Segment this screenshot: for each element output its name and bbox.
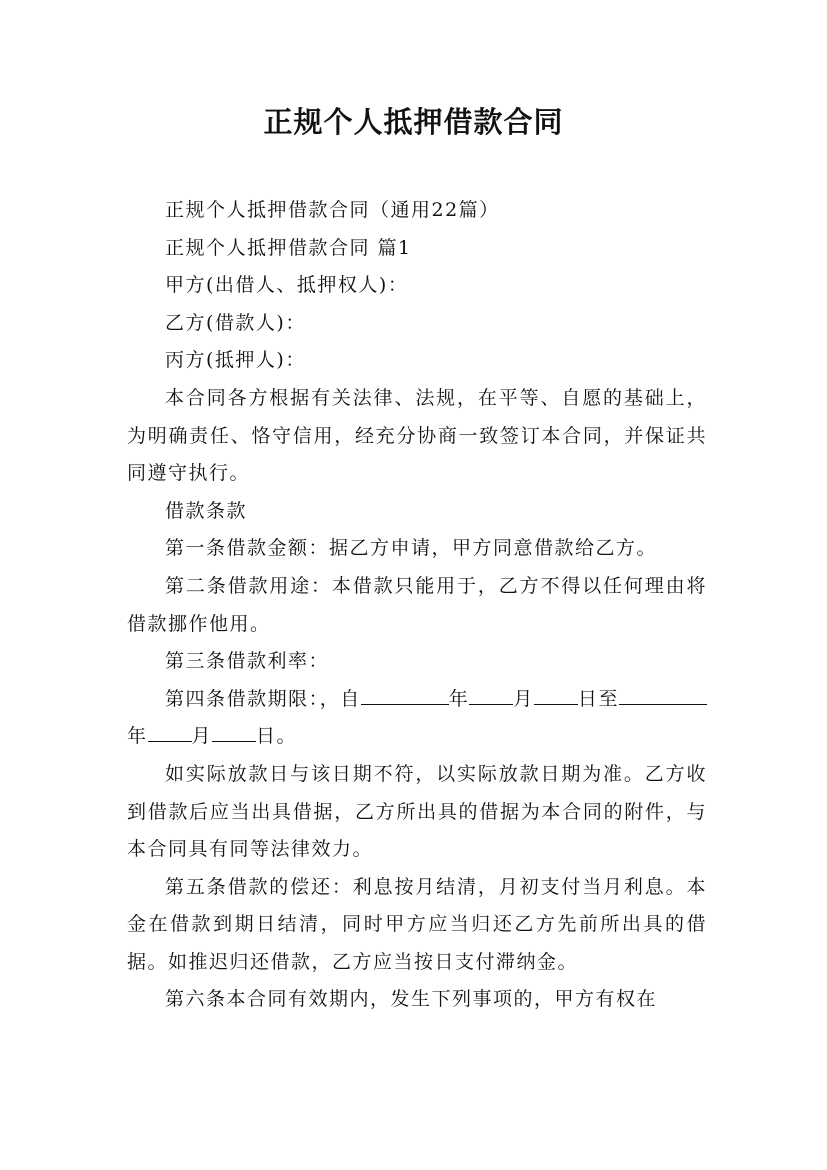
article-4-prefix: 第四条借款期限：，自 — [165, 687, 361, 710]
article-4-note: 如实际放款日与该日期不符，以实际放款日期为准。乙方收到借款后应当出具借据，乙方所出具的借据为本合同的附件，与本合同具有同等法律效力。 — [127, 762, 707, 861]
start-day-blank — [534, 684, 578, 705]
end-day-blank — [212, 721, 256, 742]
article-2: 第二条借款用途：本借款只能用于，乙方不得以任何理由将借款挪作他用。 — [127, 574, 707, 635]
start-year-label: 年 — [448, 687, 470, 710]
article-4 — [127, 681, 707, 756]
end-year-blank — [619, 684, 707, 705]
preamble-paragraph: 本合同各方根据有关法律、法规，在平等、自愿的基础上，为明确责任、恪守信用，经充分协商一致签订本合同，并保证共同遵守执行。 — [127, 386, 707, 485]
section-heading: 正规个人抵押借款合同 篇1 — [165, 236, 412, 259]
end-year-label: 年 — [127, 725, 148, 748]
end-month-blank — [148, 721, 192, 742]
start-year-blank — [361, 684, 449, 705]
document-body — [127, 192, 707, 1019]
article-1: 第一条借款金额：据乙方申请，甲方同意借款给乙方。 — [165, 537, 658, 560]
end-month-label: 月 — [191, 725, 213, 748]
article-5: 第五条借款的偿还：利息按月结清，月初支付当月利息。本金在借款到期日结清，同时甲方应当归还乙方先前所出具的借据。如推迟归还借款，乙方应当按日支付滞纳金。 — [127, 875, 707, 973]
end-day-label: 日。 — [256, 725, 298, 748]
party-a-line: 甲方(出借人、抵押权人)： — [165, 274, 409, 297]
article-6: 第六条本合同有效期内，发生下列事项的，甲方有权在 — [165, 988, 658, 1011]
start-month-blank — [469, 684, 513, 705]
start-day-label: 日至 — [577, 687, 619, 710]
party-b-line: 乙方(借款人)： — [165, 311, 306, 334]
party-c-line: 丙方(抵押人)： — [165, 349, 306, 372]
document-subtitle: 正规个人抵押借款合同（通用22篇） — [165, 199, 500, 221]
start-month-label: 月 — [513, 687, 534, 710]
article-3: 第三条借款利率： — [165, 650, 330, 673]
document-title: 正规个人抵押借款合同 — [263, 105, 564, 139]
clauses-heading: 借款条款 — [165, 499, 248, 522]
